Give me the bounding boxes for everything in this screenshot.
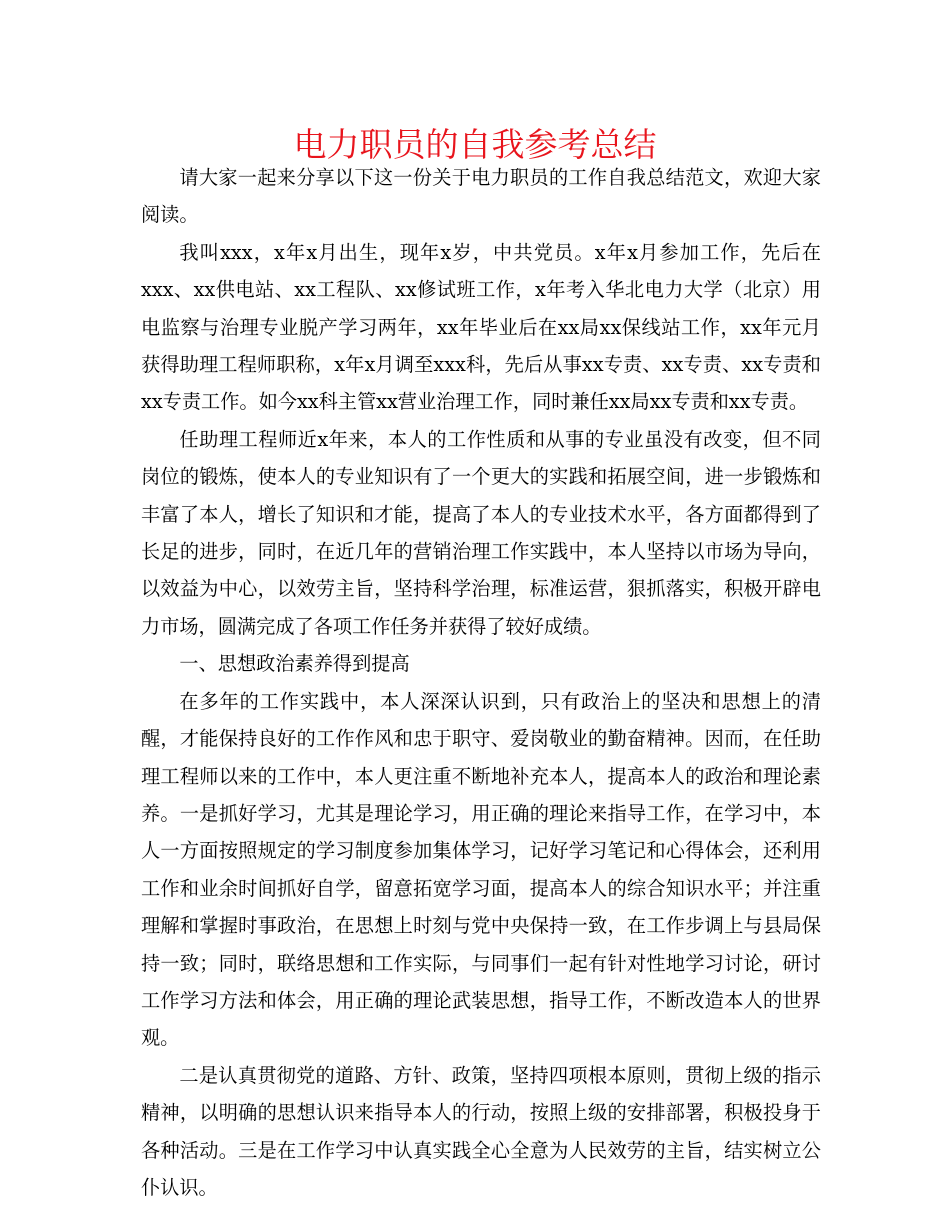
- document-body: [141, 159, 821, 1206]
- page-title: 电力职员的自我参考总结: [293, 125, 657, 164]
- paragraph-background: 我叫xxx，x年x月出生，现年x岁，中共党员。x年x月参加工作，先后在xxx、xx供电站、xx工程队、xx修试班工作，x年考入华北电力大学（北京）用电监察与治理专业脱产学习两年，xx年毕业后在xx局xx保线站工作，xx年元月获得助理工程师职称，x年x月调至xxx科，先后从事xx专责、xx专责、xx专责和xx专责工作。如今xx科主管xx营业治理工作，同时兼任xx局xx专责和xx专责。: [141, 240, 821, 414]
- section-heading: 一、思想政治素养得到提高: [179, 652, 410, 676]
- paragraph-political-study: 在多年的工作实践中，本人深深认识到，只有政治上的坚决和思想上的清醒，才能保持良好的工作作风和忠于职守、爱岗敬业的勤奋精神。因而，在任助理工程师以来的工作中，本人更注重不断地补充本人，提高本人的政治和理论素养。一是抓好学习，尤其是理论学习，用正确的理论来指导工作，在学习中，本人一方面按照规定的学习制度参加集体学习，记好学习笔记和心得体会，还利用工作和业余时间抓好自学，留意拓宽学习面，提高本人的综合知识水平；并注重理解和掌握时事政治，在思想上时刻与党中央保持一致，在工作步调上与县局保持一致；同时，联络思想和工作实际，与同事们一起有针对性地学习讨论，研讨工作学习方法和体会，用正确的理论武装思想，指导工作，不断改造本人的世界观。: [141, 689, 821, 1050]
- paragraph-policy: 二是认真贯彻党的道路、方针、政策，坚持四项根本原则，贯彻上级的指示精神，以明确的思想认识来指导本人的行动，按照上级的安排部署，积极投身于各种活动。三是在工作学习中认真实践全心全意为人民效劳的主旨，结实树立公仆认识。: [141, 1063, 821, 1199]
- paragraph-overview: 任助理工程师近x年来，本人的工作性质和从事的专业虽没有改变，但不同岗位的锻炼，使本人的专业知识有了一个更大的实践和拓展空间，进一步锻炼和丰富了本人，增长了知识和才能，提高了本人的专业技术水平，各方面都得到了长足的进步，同时，在近几年的营销治理工作实践中，本人坚持以市场为导向，以效益为中心，以效劳主旨，坚持科学治理，标准运营，狠抓落实，积极开辟电力市场，圆满完成了各项工作任务并获得了较好成绩。: [141, 427, 821, 638]
- paragraph-intro: 请大家一起来分享以下这一份关于电力职员的工作自我总结范文，欢迎大家阅读。: [141, 166, 821, 227]
